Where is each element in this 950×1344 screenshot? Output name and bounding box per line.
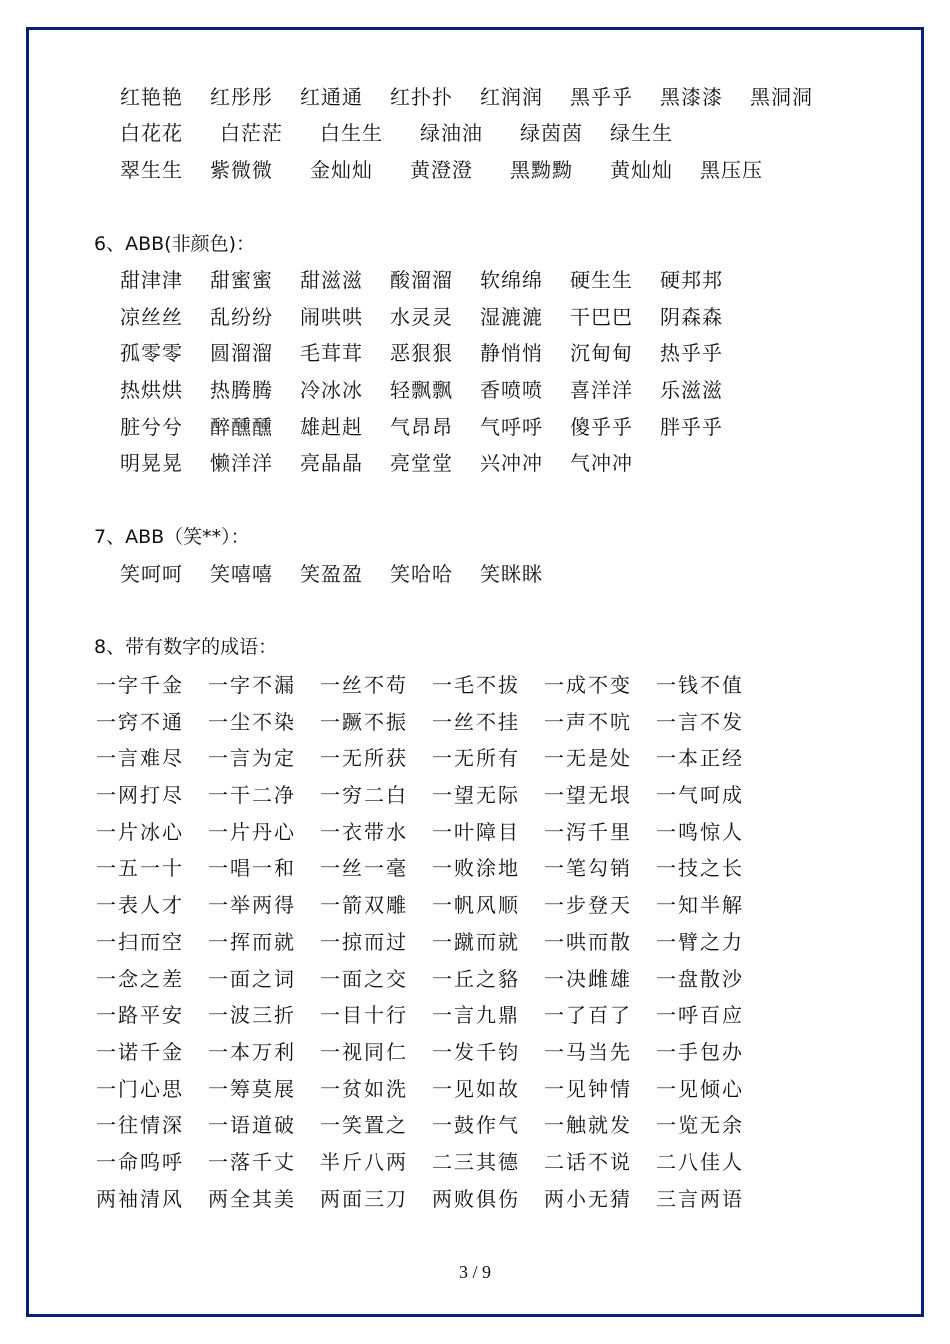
word-item: 雄赳赳 — [300, 415, 363, 439]
word-item: 一步登天 — [544, 893, 632, 918]
word-item: 一丝不挂 — [432, 709, 520, 734]
word-item: 一箭双雕 — [320, 893, 408, 918]
word-item: 一发千钧 — [432, 1039, 520, 1064]
word-item: 一叶障目 — [432, 819, 520, 844]
word-item: 一丝不苟 — [320, 673, 408, 697]
word-item: 懒洋洋 — [210, 451, 273, 475]
word-row — [120, 82, 840, 112]
word-row — [96, 1184, 768, 1221]
word-item: 红润润 — [480, 85, 543, 109]
word-item: 二八佳人 — [656, 1149, 744, 1174]
word-item: 一挥而就 — [208, 929, 296, 954]
section8-heading: 8、带有数字的成语： — [94, 636, 278, 658]
word-item: 一面之交 — [320, 966, 408, 991]
word-item: 一往情深 — [96, 1113, 184, 1138]
word-item: 一呼百应 — [656, 1003, 744, 1028]
word-row — [120, 265, 750, 295]
word-item: 笑哈哈 — [390, 562, 453, 586]
word-item: 喜洋洋 — [570, 378, 633, 402]
word-row — [96, 780, 768, 817]
word-item: 二话不说 — [544, 1149, 632, 1174]
word-item: 一掠而过 — [320, 929, 408, 954]
word-item: 半斤八两 — [320, 1149, 408, 1174]
word-item: 一视同仁 — [320, 1039, 408, 1064]
word-item: 一片冰心 — [96, 819, 184, 844]
word-item: 绿生生 — [610, 121, 673, 145]
word-item: 一波三折 — [208, 1003, 296, 1028]
word-item: 紫微微 — [210, 158, 273, 182]
word-item: 一见倾心 — [656, 1076, 744, 1101]
word-item: 孤零零 — [120, 341, 183, 365]
word-item: 气昂昂 — [390, 415, 453, 439]
word-item: 两小无猜 — [544, 1186, 632, 1211]
word-item: 硬生生 — [570, 268, 633, 292]
word-item: 一表人才 — [96, 893, 184, 918]
word-item: 笑呵呵 — [120, 562, 183, 586]
word-item: 一言难尽 — [96, 746, 184, 771]
word-item: 一言不发 — [656, 709, 744, 734]
word-item: 一窍不通 — [96, 709, 184, 734]
word-item: 一丘之貉 — [432, 966, 520, 991]
word-row — [120, 448, 660, 478]
word-item: 一举两得 — [208, 893, 296, 918]
word-item: 一言为定 — [208, 746, 296, 771]
word-item: 一败涂地 — [432, 856, 520, 881]
word-item: 笑盈盈 — [300, 562, 363, 586]
word-item: 一衣带水 — [320, 819, 408, 844]
word-item: 热腾腾 — [210, 378, 273, 402]
word-item: 黑压压 — [700, 158, 763, 182]
word-item: 沉甸甸 — [570, 341, 633, 365]
word-item: 一帆风顺 — [432, 893, 520, 918]
word-item: 一尘不染 — [208, 709, 296, 734]
word-row — [120, 412, 750, 442]
word-item: 一门心思 — [96, 1076, 184, 1101]
word-item: 一穷二白 — [320, 783, 408, 808]
word-item: 凉丝丝 — [120, 305, 183, 329]
word-item: 酸溜溜 — [390, 268, 453, 292]
word-item: 香喷喷 — [480, 378, 543, 402]
word-item: 一了百了 — [544, 1003, 632, 1028]
word-item: 甜蜜蜜 — [210, 268, 273, 292]
word-item: 二三其德 — [432, 1149, 520, 1174]
word-item: 黄澄澄 — [410, 158, 473, 182]
word-item: 轻飘飘 — [390, 378, 453, 402]
word-item: 两全其美 — [208, 1186, 296, 1211]
word-item: 黑漆漆 — [660, 85, 723, 109]
word-item: 一落千丈 — [208, 1149, 296, 1174]
word-row — [96, 670, 768, 707]
section8-idiom-list — [96, 670, 768, 1220]
word-item: 一哄而散 — [544, 929, 632, 954]
word-item: 圆溜溜 — [210, 341, 273, 365]
word-row — [96, 1074, 768, 1111]
word-item: 热乎乎 — [660, 341, 723, 365]
word-item: 白花花 — [120, 121, 183, 145]
word-row — [96, 890, 768, 927]
word-item: 一无是处 — [544, 746, 632, 771]
word-item: 白生生 — [320, 121, 383, 145]
word-row — [120, 118, 700, 148]
word-item: 一诺千金 — [96, 1039, 184, 1064]
word-item: 胖乎乎 — [660, 415, 723, 439]
word-item: 红扑扑 — [390, 85, 453, 109]
word-item: 一网打尽 — [96, 783, 184, 808]
word-item: 傻乎乎 — [570, 415, 633, 439]
word-item: 一触就发 — [544, 1113, 632, 1138]
word-item: 一气呵成 — [656, 783, 744, 808]
word-item: 软绵绵 — [480, 268, 543, 292]
word-item: 一念之差 — [96, 966, 184, 991]
word-item: 一字不漏 — [208, 673, 296, 697]
word-item: 一蹶不振 — [320, 709, 408, 734]
page-number: 3 / 9 — [458, 1262, 491, 1282]
word-item: 一望无际 — [432, 783, 520, 808]
word-item: 黑洞洞 — [750, 85, 813, 109]
word-item: 一蹴而就 — [432, 929, 520, 954]
word-item: 两袖清风 — [96, 1186, 184, 1211]
word-item: 一丝一毫 — [320, 856, 408, 881]
word-item: 一命呜呼 — [96, 1149, 184, 1174]
word-row — [96, 1110, 768, 1147]
word-row — [96, 1000, 768, 1037]
word-row — [120, 375, 750, 405]
word-item: 一泻千里 — [544, 819, 632, 844]
word-item: 笑嘻嘻 — [210, 562, 273, 586]
word-item: 水灵灵 — [390, 305, 453, 329]
word-row — [120, 559, 570, 589]
word-item: 恶狠狠 — [390, 341, 453, 365]
word-row — [120, 338, 750, 368]
word-item: 一见钟情 — [544, 1076, 632, 1101]
word-row — [96, 1147, 768, 1184]
word-item: 热烘烘 — [120, 378, 183, 402]
word-item: 两败俱伤 — [432, 1186, 520, 1211]
word-item: 三言两语 — [656, 1186, 744, 1211]
word-item: 毛茸茸 — [300, 341, 363, 365]
word-item: 一字千金 — [96, 673, 184, 697]
word-item: 气冲冲 — [570, 451, 633, 475]
word-item: 红通通 — [300, 85, 363, 109]
word-item: 一马当先 — [544, 1039, 632, 1064]
word-item: 一筹莫展 — [208, 1076, 296, 1101]
word-item: 一语道破 — [208, 1113, 296, 1138]
word-item: 红艳艳 — [120, 85, 183, 109]
word-item: 一五一十 — [96, 856, 184, 881]
word-item: 一见如故 — [432, 1076, 520, 1101]
word-item: 一言九鼎 — [432, 1003, 520, 1028]
word-item: 气呼呼 — [480, 415, 543, 439]
word-item: 乐滋滋 — [660, 378, 723, 402]
word-item: 一览无余 — [656, 1113, 744, 1138]
word-item: 兴冲冲 — [480, 451, 543, 475]
word-item: 一盘散沙 — [656, 966, 744, 991]
word-item: 闹哄哄 — [300, 305, 363, 329]
word-item: 一毛不拔 — [432, 673, 520, 697]
word-item: 金灿灿 — [310, 158, 373, 182]
word-item: 静悄悄 — [480, 341, 543, 365]
section6-heading: 6、ABB(非颜色)： — [94, 233, 255, 255]
word-item: 一本万利 — [208, 1039, 296, 1064]
word-item: 亮堂堂 — [390, 451, 453, 475]
word-item: 一成不变 — [544, 673, 632, 697]
word-item: 醉醺醺 — [210, 415, 273, 439]
word-item: 白茫茫 — [220, 121, 283, 145]
word-item: 一技之长 — [656, 856, 744, 881]
word-item: 一本正经 — [656, 746, 744, 771]
word-item: 笑眯眯 — [480, 562, 543, 586]
word-item: 翠生生 — [120, 158, 183, 182]
word-item: 阴森森 — [660, 305, 723, 329]
word-item: 一钱不值 — [656, 673, 744, 697]
word-item: 黑黝黝 — [510, 158, 573, 182]
word-item: 红彤彤 — [210, 85, 273, 109]
word-row — [96, 964, 768, 1001]
word-item: 一片丹心 — [208, 819, 296, 844]
word-item: 一无所获 — [320, 746, 408, 771]
word-item: 一路平安 — [96, 1003, 184, 1028]
word-item: 干巴巴 — [570, 305, 633, 329]
word-item: 一扫而空 — [96, 929, 184, 954]
word-row — [96, 853, 768, 890]
word-item: 一鼓作气 — [432, 1113, 520, 1138]
word-item: 一知半解 — [656, 893, 744, 918]
word-item: 一目十行 — [320, 1003, 408, 1028]
word-row — [96, 743, 768, 780]
word-row — [120, 302, 750, 332]
section7-heading: 7、ABB（笑**）： — [94, 526, 250, 548]
word-item: 明晃晃 — [120, 451, 183, 475]
word-row — [96, 817, 768, 854]
word-item: 一鸣惊人 — [656, 819, 744, 844]
word-item: 一声不吭 — [544, 709, 632, 734]
word-item: 硬邦邦 — [660, 268, 723, 292]
word-item: 绿茵茵 — [520, 121, 583, 145]
word-row — [120, 155, 790, 185]
word-item: 冷冰冰 — [300, 378, 363, 402]
word-item: 脏兮兮 — [120, 415, 183, 439]
word-item: 一唱一和 — [208, 856, 296, 881]
word-item: 一笑置之 — [320, 1113, 408, 1138]
word-item: 亮晶晶 — [300, 451, 363, 475]
word-item: 甜滋滋 — [300, 268, 363, 292]
word-item: 一望无垠 — [544, 783, 632, 808]
word-item: 一笔勾销 — [544, 856, 632, 881]
word-item: 甜津津 — [120, 268, 183, 292]
word-row — [96, 707, 768, 744]
word-item: 一手包办 — [656, 1039, 744, 1064]
word-row — [96, 1037, 768, 1074]
word-item: 一面之词 — [208, 966, 296, 991]
word-item: 乱纷纷 — [210, 305, 273, 329]
word-item: 湿漉漉 — [480, 305, 543, 329]
word-row — [96, 927, 768, 964]
word-item: 黄灿灿 — [610, 158, 673, 182]
word-item: 一无所有 — [432, 746, 520, 771]
word-item: 一干二净 — [208, 783, 296, 808]
word-item: 两面三刀 — [320, 1186, 408, 1211]
word-item: 一决雌雄 — [544, 966, 632, 991]
word-item: 一臂之力 — [656, 929, 744, 954]
word-item: 绿油油 — [420, 121, 483, 145]
word-item: 黑乎乎 — [570, 85, 633, 109]
word-item: 一贫如洗 — [320, 1076, 408, 1101]
